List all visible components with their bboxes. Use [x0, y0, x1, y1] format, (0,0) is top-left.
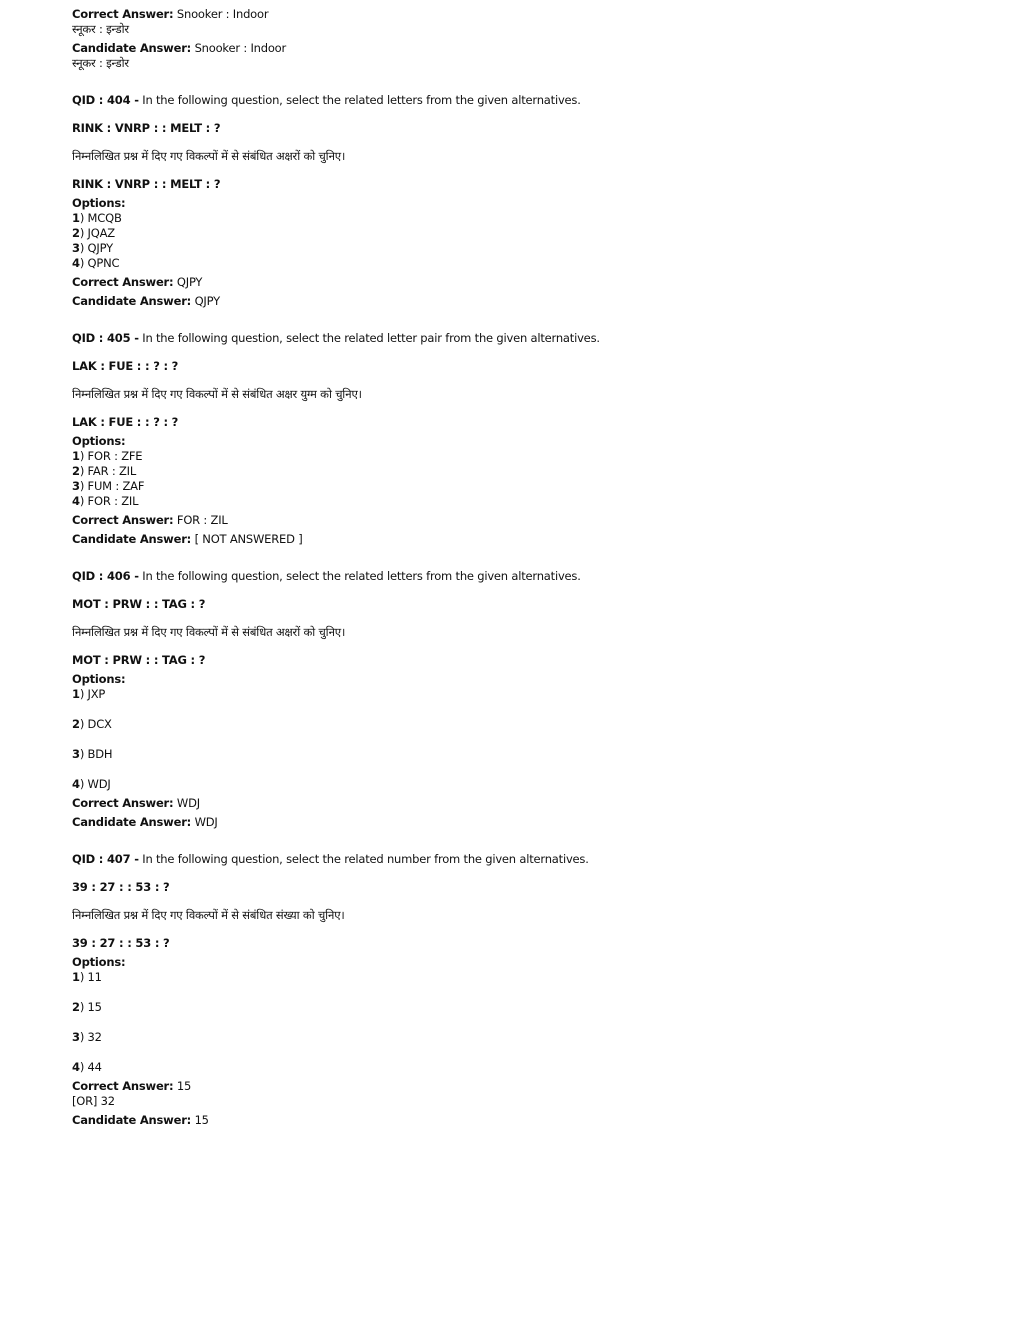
candidate-answer-value: WDJ — [194, 815, 218, 829]
option-item: 1) MCQB — [72, 211, 122, 225]
correct-answer-value: 15 — [176, 1079, 192, 1093]
candidate-answer-label: Candidate Answer: — [72, 41, 192, 55]
question-pattern: MOT : PRW : : TAG : ? — [72, 597, 206, 611]
option-item: 2) FAR : ZIL — [72, 464, 137, 478]
candidate-answer-hindi: स्नूकर : इन्डोर — [72, 56, 129, 70]
correct-answer-value: FOR : ZIL — [176, 513, 228, 527]
options-label: Options: — [72, 672, 126, 686]
candidate-answer-value: QJPY — [194, 294, 220, 308]
option-item: 3) FUM : ZAF — [72, 479, 145, 493]
question-hindi: निम्नलिखित प्रश्न में दिए गए विकल्पों में से संबंधित अक्षरों को चुनिए। — [72, 625, 346, 639]
correct-answer-value: QJPY — [176, 275, 203, 289]
correct-answer-hindi: स्नूकर : इन्डोर — [72, 22, 129, 36]
question-hindi: निम्नलिखित प्रश्न में दिए गए विकल्पों में से संबंधित अक्षर युग्म को चुनिए। — [72, 387, 362, 401]
options-label: Options: — [72, 434, 126, 448]
correct-answer-line: Correct Answer: WDJ — [72, 796, 200, 810]
candidate-answer-line: Candidate Answer: WDJ — [72, 815, 218, 829]
option-item: 4) QPNC — [72, 256, 120, 270]
question-hindi: निम्नलिखित प्रश्न में दिए गए विकल्पों में से संबंधित अक्षरों को चुनिए। — [72, 149, 346, 163]
question-block-407 — [72, 852, 972, 1128]
question-header — [72, 569, 972, 584]
option-item: 4) FOR : ZIL — [72, 494, 139, 508]
option-item: 3) QJPY — [72, 241, 113, 255]
option-item: 1) JXP — [72, 687, 106, 701]
question-pattern-repeat: 39 : 27 : : 53 : ? — [72, 936, 170, 950]
option-item: 1) FOR : ZFE — [72, 449, 143, 463]
correct-answer-label: Correct Answer: — [72, 7, 174, 21]
question-text: In the following question, select the related letter pair from the given alternatives. — [138, 331, 600, 345]
correct-answer-alternate: [OR] 32 — [72, 1094, 115, 1108]
candidate-answer-line — [72, 41, 972, 56]
option-item: 3) BDH — [72, 747, 113, 761]
qid-label: QID : 406 - — [72, 569, 139, 583]
qid-label: QID : 405 - — [72, 331, 139, 345]
question-pattern-repeat: MOT : PRW : : TAG : ? — [72, 653, 206, 667]
question-text: In the following question, select the related number from the given alternatives. — [138, 852, 589, 866]
candidate-answer-value: Snooker : Indoor — [194, 41, 287, 55]
question-pattern: RINK : VNRP : : MELT : ? — [72, 121, 221, 135]
question-header — [72, 93, 972, 108]
option-item: 3) 32 — [72, 1030, 102, 1044]
correct-answer-value: WDJ — [176, 796, 200, 810]
option-item: 4) WDJ — [72, 777, 111, 791]
document-page — [72, 7, 972, 1128]
qid-label: QID : 407 - — [72, 852, 139, 866]
question-pattern: LAK : FUE : : ? : ? — [72, 359, 179, 373]
question-pattern-repeat: RINK : VNRP : : MELT : ? — [72, 177, 221, 191]
question-header — [72, 331, 972, 346]
candidate-answer-line: Candidate Answer: QJPY — [72, 294, 220, 308]
option-item: 2) JQAZ — [72, 226, 115, 240]
previous-answer-block — [72, 7, 972, 71]
question-hindi: निम्नलिखित प्रश्न में दिए गए विकल्पों में से संबंधित संख्या को चुनिए। — [72, 908, 345, 922]
option-item: 4) 44 — [72, 1060, 102, 1074]
question-text: In the following question, select the related letters from the given alternatives. — [138, 93, 581, 107]
option-item: 2) DCX — [72, 717, 112, 731]
correct-answer-value: Snooker : Indoor — [176, 7, 269, 21]
question-header — [72, 852, 972, 867]
correct-answer-line: Correct Answer: 15 — [72, 1079, 192, 1093]
correct-answer-line: Correct Answer: FOR : ZIL — [72, 513, 228, 527]
correct-answer-line — [72, 7, 972, 22]
correct-answer-line: Correct Answer: QJPY — [72, 275, 203, 289]
question-block-404 — [72, 93, 972, 309]
question-pattern-repeat: LAK : FUE : : ? : ? — [72, 415, 179, 429]
options-label: Options: — [72, 196, 126, 210]
question-pattern: 39 : 27 : : 53 : ? — [72, 880, 170, 894]
question-text: In the following question, select the related letters from the given alternatives. — [138, 569, 581, 583]
candidate-answer-value: 15 — [194, 1113, 209, 1127]
options-label: Options: — [72, 955, 126, 969]
question-block-406 — [72, 569, 972, 830]
option-item: 1) 11 — [72, 970, 102, 984]
qid-label: QID : 404 - — [72, 93, 139, 107]
option-item: 2) 15 — [72, 1000, 102, 1014]
question-block-405 — [72, 331, 972, 547]
candidate-answer-value: [ NOT ANSWERED ] — [194, 532, 303, 546]
candidate-answer-line: Candidate Answer: 15 — [72, 1113, 209, 1127]
candidate-answer-line: Candidate Answer: [ NOT ANSWERED ] — [72, 532, 303, 546]
